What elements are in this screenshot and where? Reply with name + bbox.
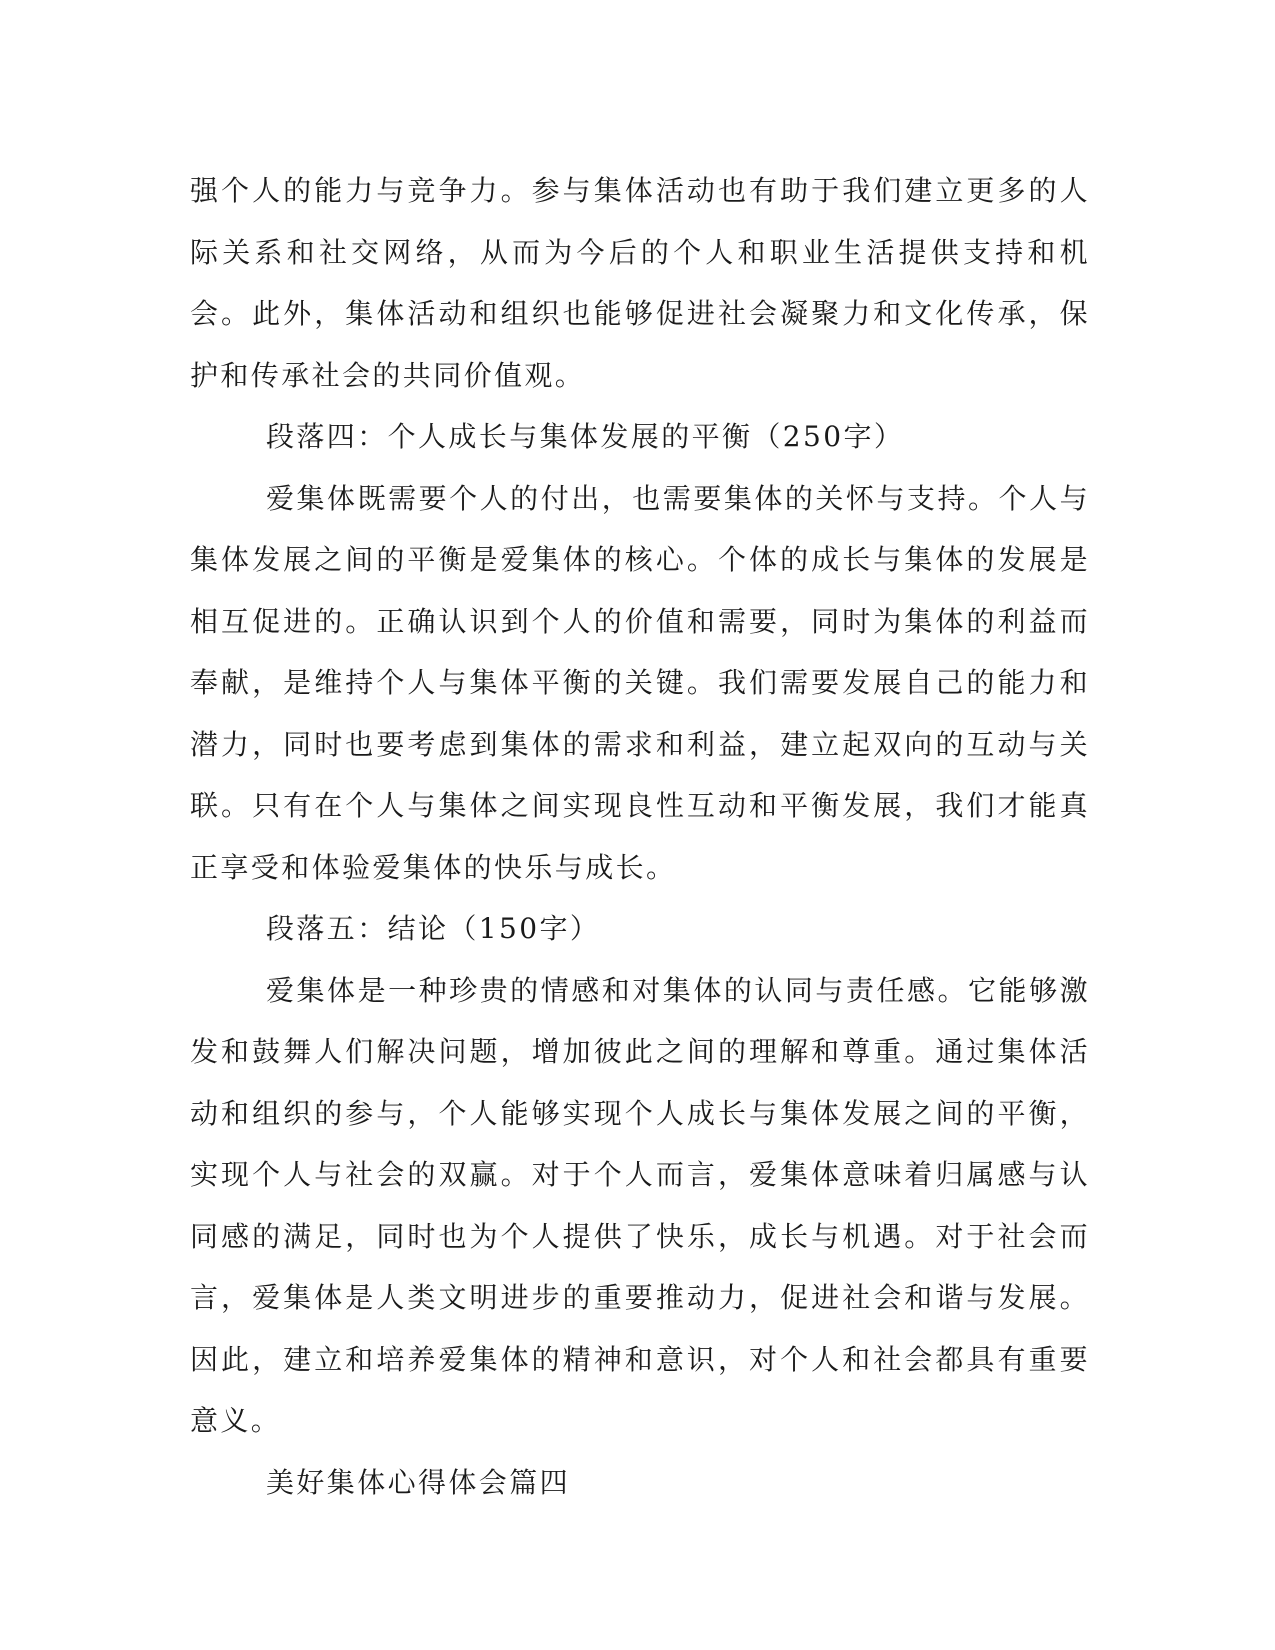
paragraph-conclusion: 爱集体是一种珍贵的情感和对集体的认同与责任感。它能够激发和鼓舞人们解决问题，增加彼此之间的理解和尊重。通过集体活动和组织的参与，个人能够实现个人成长与集体发展之间的平衡，实现个人与社会的双赢。对于个人而言，爱集体意味着归属感与认同感的满足，同时也为个人提供了快乐，成长与机遇。对于社会而言，爱集体是人类文明进步的重要推动力，促进社会和谐与发展。因此，建立和培养爱集体的精神和意识，对个人和社会都具有重要意义。: [190, 973, 1090, 1437]
paragraph-continuation: 强个人的能力与竞争力。参与集体活动也有助于我们建立更多的人际关系和社交网络，从而为今后的个人和职业生活提供支持和机会。此外，集体活动和组织也能够促进社会凝聚力和文化传承，保护和传承社会的共同价值观。: [190, 174, 1090, 392]
section-title-part-four: 美好集体心得体会篇四: [266, 1465, 571, 1499]
paragraph-balance: 爱集体既需要个人的付出，也需要集体的关怀与支持。个人与集体发展之间的平衡是爱集体的核心。个体的成长与集体的发展是相互促进的。正确认识到个人的价值和需要，同时为集体的利益而奉献，是维持个人与集体平衡的关键。我们需要发展自己的能力和潜力，同时也要考虑到集体的需求和利益，建立起双向的互动与关联。只有在个人与集体之间实现良性互动和平衡发展，我们才能真正享受和体验爱集体的快乐与成长。: [190, 481, 1090, 884]
heading-paragraph-four: 段落四：个人成长与集体发展的平衡（250字）: [266, 420, 905, 453]
body-text: [190, 160, 1090, 1513]
heading-paragraph-five: 段落五：结论（150字）: [266, 912, 601, 945]
